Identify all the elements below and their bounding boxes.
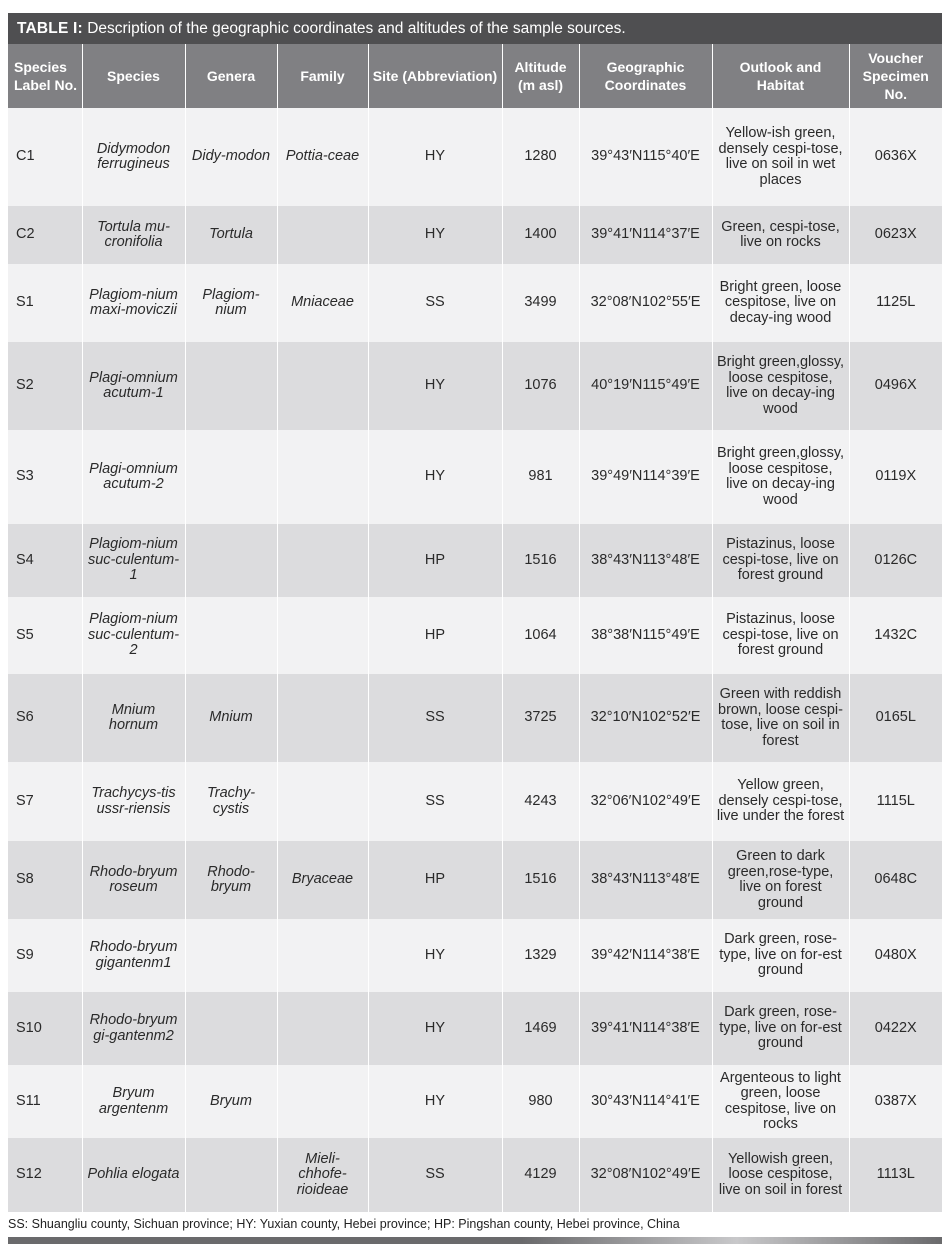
data-table <box>8 44 942 1212</box>
cell-family <box>277 1065 368 1138</box>
cell-voucher: 1432C <box>849 597 942 674</box>
cell-coords: 38°43′N113°48′E <box>579 524 712 597</box>
table-footnote: SS: Shuangliu county, Sichuan province; HY: Yuxian county, Hebei province; HP: Pingshan county, Hebei province, China <box>8 1217 680 1231</box>
caption-label: TABLE I: <box>17 20 83 37</box>
cell-label: S2 <box>8 342 82 430</box>
cell-label: S12 <box>8 1138 82 1212</box>
cell-habitat: Pistazinus, loose cespi-tose, live on forest ground <box>712 524 849 597</box>
cell-species: Rhodo-bryum gigantenm1 <box>82 919 185 992</box>
header-voucher: Voucher Specimen No. <box>849 44 942 108</box>
cell-family <box>277 992 368 1065</box>
cell-voucher: 1113L <box>849 1138 942 1212</box>
table-row <box>8 674 942 762</box>
cell-species: Rhodo-bryum roseum <box>82 841 185 919</box>
cell-genera <box>185 597 277 674</box>
cell-family <box>277 762 368 841</box>
cell-label: C2 <box>8 206 82 264</box>
cell-coords: 39°43′N115°40′E <box>579 108 712 206</box>
cell-altitude: 3725 <box>502 674 579 762</box>
cell-site: HY <box>368 342 502 430</box>
table-row <box>8 992 942 1065</box>
cell-habitat: Yellow green, densely cespi-tose, live under the forest <box>712 762 849 841</box>
cell-site: SS <box>368 762 502 841</box>
cell-family <box>277 919 368 992</box>
cell-species: Plagi-omnium acutum-2 <box>82 430 185 524</box>
cell-altitude: 4129 <box>502 1138 579 1212</box>
cell-site: HY <box>368 992 502 1065</box>
cell-genera: Bryum <box>185 1065 277 1138</box>
cell-family: Pottia-ceae <box>277 108 368 206</box>
cell-voucher: 0648C <box>849 841 942 919</box>
cell-family <box>277 597 368 674</box>
cell-voucher: 1125L <box>849 264 942 342</box>
cell-altitude: 1329 <box>502 919 579 992</box>
cell-species: Rhodo-bryum gi-gantenm2 <box>82 992 185 1065</box>
cell-voucher: 0387X <box>849 1065 942 1138</box>
cell-coords: 32°08′N102°55′E <box>579 264 712 342</box>
cell-genera: Tortula <box>185 206 277 264</box>
cell-voucher: 1115L <box>849 762 942 841</box>
cell-habitat: Bright green, loose cespitose, live on decay-ing wood <box>712 264 849 342</box>
cell-voucher: 0422X <box>849 992 942 1065</box>
cell-coords: 30°43′N114°41′E <box>579 1065 712 1138</box>
table-body <box>8 108 942 1212</box>
cell-altitude: 1064 <box>502 597 579 674</box>
cell-family <box>277 206 368 264</box>
cell-habitat: Yellowish green, loose cespitose, live on soil in forest <box>712 1138 849 1212</box>
cell-habitat: Bright green,glossy, loose cespitose, live on decay-ing wood <box>712 342 849 430</box>
cell-altitude: 1400 <box>502 206 579 264</box>
cell-voucher: 0126C <box>849 524 942 597</box>
header-genera: Genera <box>185 44 277 108</box>
cell-family: Bryaceae <box>277 841 368 919</box>
cell-label: S9 <box>8 919 82 992</box>
cell-species: Plagiom-nium suc-culentum-2 <box>82 597 185 674</box>
cell-genera: Plagiom-nium <box>185 264 277 342</box>
caption-text: Description of the geographic coordinates and altitudes of the sample sources. <box>82 20 626 37</box>
table-row <box>8 342 942 430</box>
cell-label: S4 <box>8 524 82 597</box>
cell-coords: 39°41′N114°38′E <box>579 992 712 1065</box>
table-row <box>8 264 942 342</box>
table-row <box>8 762 942 841</box>
header-habitat: Outlook and Habitat <box>712 44 849 108</box>
cell-site: HP <box>368 524 502 597</box>
table-row <box>8 841 942 919</box>
cell-habitat: Dark green, rose-type, live on for-est ground <box>712 992 849 1065</box>
cell-coords: 39°49′N114°39′E <box>579 430 712 524</box>
cell-habitat: Green, cespi-tose, live on rocks <box>712 206 849 264</box>
cell-species: Plagi-omnium acutum-1 <box>82 342 185 430</box>
header-site: Site (Abbreviation) <box>368 44 502 108</box>
cell-label: S11 <box>8 1065 82 1138</box>
cell-altitude: 4243 <box>502 762 579 841</box>
cell-voucher: 0496X <box>849 342 942 430</box>
cell-genera: Mnium <box>185 674 277 762</box>
cell-habitat: Dark green, rose-type, live on for-est ground <box>712 919 849 992</box>
cell-voucher: 0623X <box>849 206 942 264</box>
cell-site: HY <box>368 430 502 524</box>
cell-altitude: 980 <box>502 1065 579 1138</box>
cell-family <box>277 430 368 524</box>
cell-site: HY <box>368 108 502 206</box>
table-row <box>8 430 942 524</box>
table-row <box>8 597 942 674</box>
cell-habitat: Green with reddish brown, loose cespi-tose, live on soil in forest <box>712 674 849 762</box>
cell-species: Bryum argentenm <box>82 1065 185 1138</box>
cell-label: S6 <box>8 674 82 762</box>
cell-species: Mnium hornum <box>82 674 185 762</box>
cell-coords: 38°38′N115°49′E <box>579 597 712 674</box>
cell-voucher: 0636X <box>849 108 942 206</box>
cell-habitat: Argenteous to light green, loose cespitose, live on rocks <box>712 1065 849 1138</box>
cell-site: HP <box>368 841 502 919</box>
cell-site: HY <box>368 1065 502 1138</box>
cell-altitude: 1469 <box>502 992 579 1065</box>
header-family: Family <box>277 44 368 108</box>
cell-coords: 32°06′N102°49′E <box>579 762 712 841</box>
cell-genera <box>185 1138 277 1212</box>
header-altitude: Altitude (m asl) <box>502 44 579 108</box>
cell-species: Tortula mu-cronifolia <box>82 206 185 264</box>
table-row <box>8 1138 942 1212</box>
cell-label: S8 <box>8 841 82 919</box>
cell-habitat: Bright green,glossy, loose cespitose, live on decay-ing wood <box>712 430 849 524</box>
cell-family: Mieli-chhofe-rioideae <box>277 1138 368 1212</box>
cell-label: S1 <box>8 264 82 342</box>
cell-site: HP <box>368 597 502 674</box>
table-caption <box>8 13 942 44</box>
cell-altitude: 1516 <box>502 524 579 597</box>
header-coords: Geographic Coordinates <box>579 44 712 108</box>
cell-genera: Didy-modon <box>185 108 277 206</box>
cell-genera <box>185 524 277 597</box>
table-row <box>8 206 942 264</box>
cell-altitude: 3499 <box>502 264 579 342</box>
cell-genera <box>185 919 277 992</box>
cell-coords: 40°19′N115°49′E <box>579 342 712 430</box>
cell-habitat: Pistazinus, loose cespi-tose, live on forest ground <box>712 597 849 674</box>
cell-site: HY <box>368 919 502 992</box>
cell-species: Pohlia elogata <box>82 1138 185 1212</box>
cell-family <box>277 674 368 762</box>
table-container <box>8 13 942 1212</box>
cell-species: Trachycys-tis ussr-riensis <box>82 762 185 841</box>
cell-coords: 39°41′N114°37′E <box>579 206 712 264</box>
cell-family <box>277 342 368 430</box>
table-row <box>8 919 942 992</box>
cell-voucher: 0119X <box>849 430 942 524</box>
cell-habitat: Green to dark green,rose-type, live on forest ground <box>712 841 849 919</box>
cell-altitude: 1076 <box>502 342 579 430</box>
cell-coords: 32°08′N102°49′E <box>579 1138 712 1212</box>
cell-species: Plagiom-nium maxi-moviczii <box>82 264 185 342</box>
cell-species: Didymodon ferrugineus <box>82 108 185 206</box>
cell-label: C1 <box>8 108 82 206</box>
cell-species: Plagiom-nium suc-culentum-1 <box>82 524 185 597</box>
cell-coords: 39°42′N114°38′E <box>579 919 712 992</box>
cell-coords: 38°43′N113°48′E <box>579 841 712 919</box>
cell-altitude: 1280 <box>502 108 579 206</box>
cell-site: SS <box>368 264 502 342</box>
cell-voucher: 0165L <box>849 674 942 762</box>
header-row <box>8 44 942 108</box>
cell-habitat: Yellow-ish green, densely cespi-tose, live on soil in wet places <box>712 108 849 206</box>
cell-label: S5 <box>8 597 82 674</box>
cell-label: S10 <box>8 992 82 1065</box>
header-label: Species Label No. <box>8 44 82 108</box>
cell-label: S7 <box>8 762 82 841</box>
cell-genera <box>185 430 277 524</box>
cell-altitude: 981 <box>502 430 579 524</box>
table-row <box>8 524 942 597</box>
cell-genera <box>185 342 277 430</box>
header-species: Species <box>82 44 185 108</box>
cell-altitude: 1516 <box>502 841 579 919</box>
cell-family <box>277 524 368 597</box>
cell-genera: Rhodo-bryum <box>185 841 277 919</box>
table-row <box>8 1065 942 1138</box>
cell-site: HY <box>368 206 502 264</box>
cell-site: SS <box>368 1138 502 1212</box>
table-row <box>8 108 942 206</box>
cell-label: S3 <box>8 430 82 524</box>
cell-genera: Trachy-cystis <box>185 762 277 841</box>
cell-voucher: 0480X <box>849 919 942 992</box>
cell-genera <box>185 992 277 1065</box>
cell-family: Mniaceae <box>277 264 368 342</box>
bottom-rule <box>8 1237 942 1244</box>
cell-coords: 32°10′N102°52′E <box>579 674 712 762</box>
cell-site: SS <box>368 674 502 762</box>
